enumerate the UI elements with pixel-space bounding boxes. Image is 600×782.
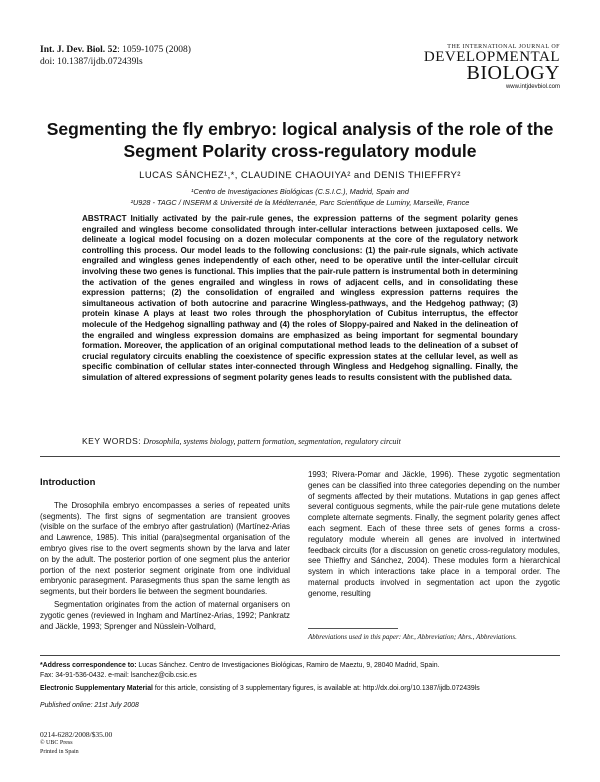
- journal-name: Int. J. Dev. Biol.: [40, 45, 106, 55]
- logo-url: www.intjdevbiol.com: [505, 84, 560, 90]
- supplementary-note: [40, 685, 560, 692]
- correspondence: [40, 661, 560, 681]
- esm-label: Electronic Supplementary Material: [40, 685, 153, 692]
- logo-line2: DEVELOPMENTAL: [423, 49, 560, 65]
- abstract-text: Initially activated by the pair-rule genes, the expression patterns of the segment polarity genes engrailed and wingless become consolidated through inter-cellular interactions between juxtaposed cells. We delineate a logical model focusing on a dozen molecular components at the core of the regulatory network controlling this process. Our model leads to the following conclusions: (1) the pair-rule signals, which activate engrailed and wingless genes independently of each other, need to be operative until the inter-cellular circuit involving these two genes is functional. This implies that the pair-rule pattern is instrumental both in determining the activation of the genes engrailed and wingless in rows of adjacent cells, and in consolidating these expression patterns; (2) the consolidation of engrailed and wingless expression patterns requires the simultaneous activation of both autocrine and paracrine Wingless-pathways, and the Hedgehog pathway; (3) protein kinase A plays at least two roles through the phosphorylation of Cubitus interruptus, the effector molecule of the Hedgehog signalling pathway and (4) the roles of Sloppy-paired and Naked in the delineation of the engrailed and wingless expression domains are emphasized as being important for segmental boundary formation. Moreover, the application of an original computational method leads to the delineation of a subset of crucial regulatory circuits enabling the coexistence of specific expression states at the cellular level, as well as specific combination of cellular states inter-connected through Wingless and Hedgehog signalling. Finally, the simulation of altered expressions of segment polarity genes leads to results consistent with the published data.: [82, 214, 518, 382]
- published-date: Published online: 21st July 2008: [40, 702, 139, 709]
- correspondence-label: *Address correspondence to:: [40, 662, 137, 669]
- correspondence-text: Lucas Sánchez. Centro de Investigaciones Biológicas, Ramiro de Maeztu, 9, 28040 Madrid, Spain.: [138, 662, 440, 669]
- divider: [40, 456, 560, 457]
- intro-paragraph-2: Segmentation originates from the action of maternal organisers on zygotic genes (reviewed in Ingham and Martínez-Arias, 1992; Pankratz and Jäckle, 1993; Sprenger and Nüsslein-Volhard,: [40, 599, 290, 631]
- abstract-label: ABSTRACT: [82, 214, 127, 223]
- issn: 0214-6282/2008/$35.00: [40, 730, 113, 739]
- article-title: [30, 118, 570, 162]
- correspondence-contact: Fax: 34-91-536-0432. e-mail: lsanchez@cib.csic.es: [40, 672, 197, 679]
- press: © UBC Press: [40, 740, 73, 746]
- intro-paragraph-1: The Drosophila embryo encompasses a series of repeated units (segments). The first signs of segmentation are transient grooves (visible on the surface of the embryo after gastrulation) (Martínez-Arias and Lawrence, 1985). This initial (para)segmental organisation of the embryo gives rise to the overt segments shown by the larva and later on by the adult. The posterior portion of one segment plus the anterior portion of the next posterior segment originate from one individual embryonic parasegment. Parasegments thus span the same length as segments, but their borders lie between the segment boundaries.: [40, 500, 290, 597]
- keywords-label: KEY WORDS:: [82, 436, 142, 446]
- authors: LUCAS SÁNCHEZ¹,*, CLAUDINE CHAOUIYA² and DENIS THIEFFRY²: [139, 170, 461, 181]
- logo-line3: BIOLOGY: [466, 62, 560, 84]
- journal-citation: Int. J. Dev. Biol. 52: 1059-1075 (2008) doi: 10.1387/ijdb.072439ls: [40, 45, 191, 67]
- journal-logo: [410, 44, 560, 90]
- issn-block: [40, 730, 112, 757]
- keywords: [82, 436, 518, 446]
- printed: Printed in Spain: [40, 749, 79, 755]
- body-column-left: [40, 478, 290, 634]
- section-heading-introduction: Introduction: [40, 477, 96, 488]
- journal-volume: 52: [107, 45, 118, 55]
- esm-text: for this article, consisting of 3 supplementary figures, is available at: http://dx.doi.org/10.1387/ijdb.072439ls: [154, 685, 480, 692]
- body-column-right: [308, 470, 560, 602]
- footnote-rule: [308, 628, 398, 629]
- affiliations: [30, 186, 570, 208]
- footer-divider: [40, 655, 560, 656]
- intro-paragraph-3: 1993; Rivera-Pomar and Jäckle, 1996). These zygotic segmentation genes can be classified into three categories depending on the number of segments affected by their mutations. Mutations in gap genes affect several contiguous segments, while the pair-rule gene mutations delete complete alternate segments. Finally, the segment polarity genes affect each segment. Each of these three sets of genes forms a cross-regulatory module wherein all genes are involved in intertwined feedback circuits (for a discussion on genetic cross-regulatory modules, see Thieffry and Sánchez, 2004). These modules form a hierarchical system in which interactions take place in a temporal order. The maternal products involved in segmentation act upon the zygotic genome, resulting: [308, 470, 560, 598]
- affiliation-1: ¹Centro de Investigaciones Biológicas (C.S.I.C.), Madrid, Spain and: [191, 187, 409, 196]
- journal-doi: doi: 10.1387/ijdb.072439ls: [40, 57, 143, 67]
- abstract: [82, 214, 518, 384]
- journal-pages: 1059-1075 (2008): [122, 45, 191, 55]
- title-line1: Segmenting the fly embryo: logical analysis of the role of the: [46, 119, 554, 139]
- title-line2: Segment Polarity cross-regulatory module: [123, 141, 477, 161]
- affiliation-2: ²U928 - TAGC / INSERM & Université de la Méditerranée, Parc Scientifique de Luminy, Marseille, France: [130, 198, 470, 207]
- keywords-value: Drosophila, systems biology, pattern formation, segmentation, regulatory circuit: [143, 437, 401, 446]
- abbreviations-footnote: Abbreviations used in this paper: Abr., Abbreviation; Abrs., Abbreviations.: [308, 633, 517, 641]
- logo-line1: THE INTERNATIONAL JOURNAL OF: [447, 44, 560, 50]
